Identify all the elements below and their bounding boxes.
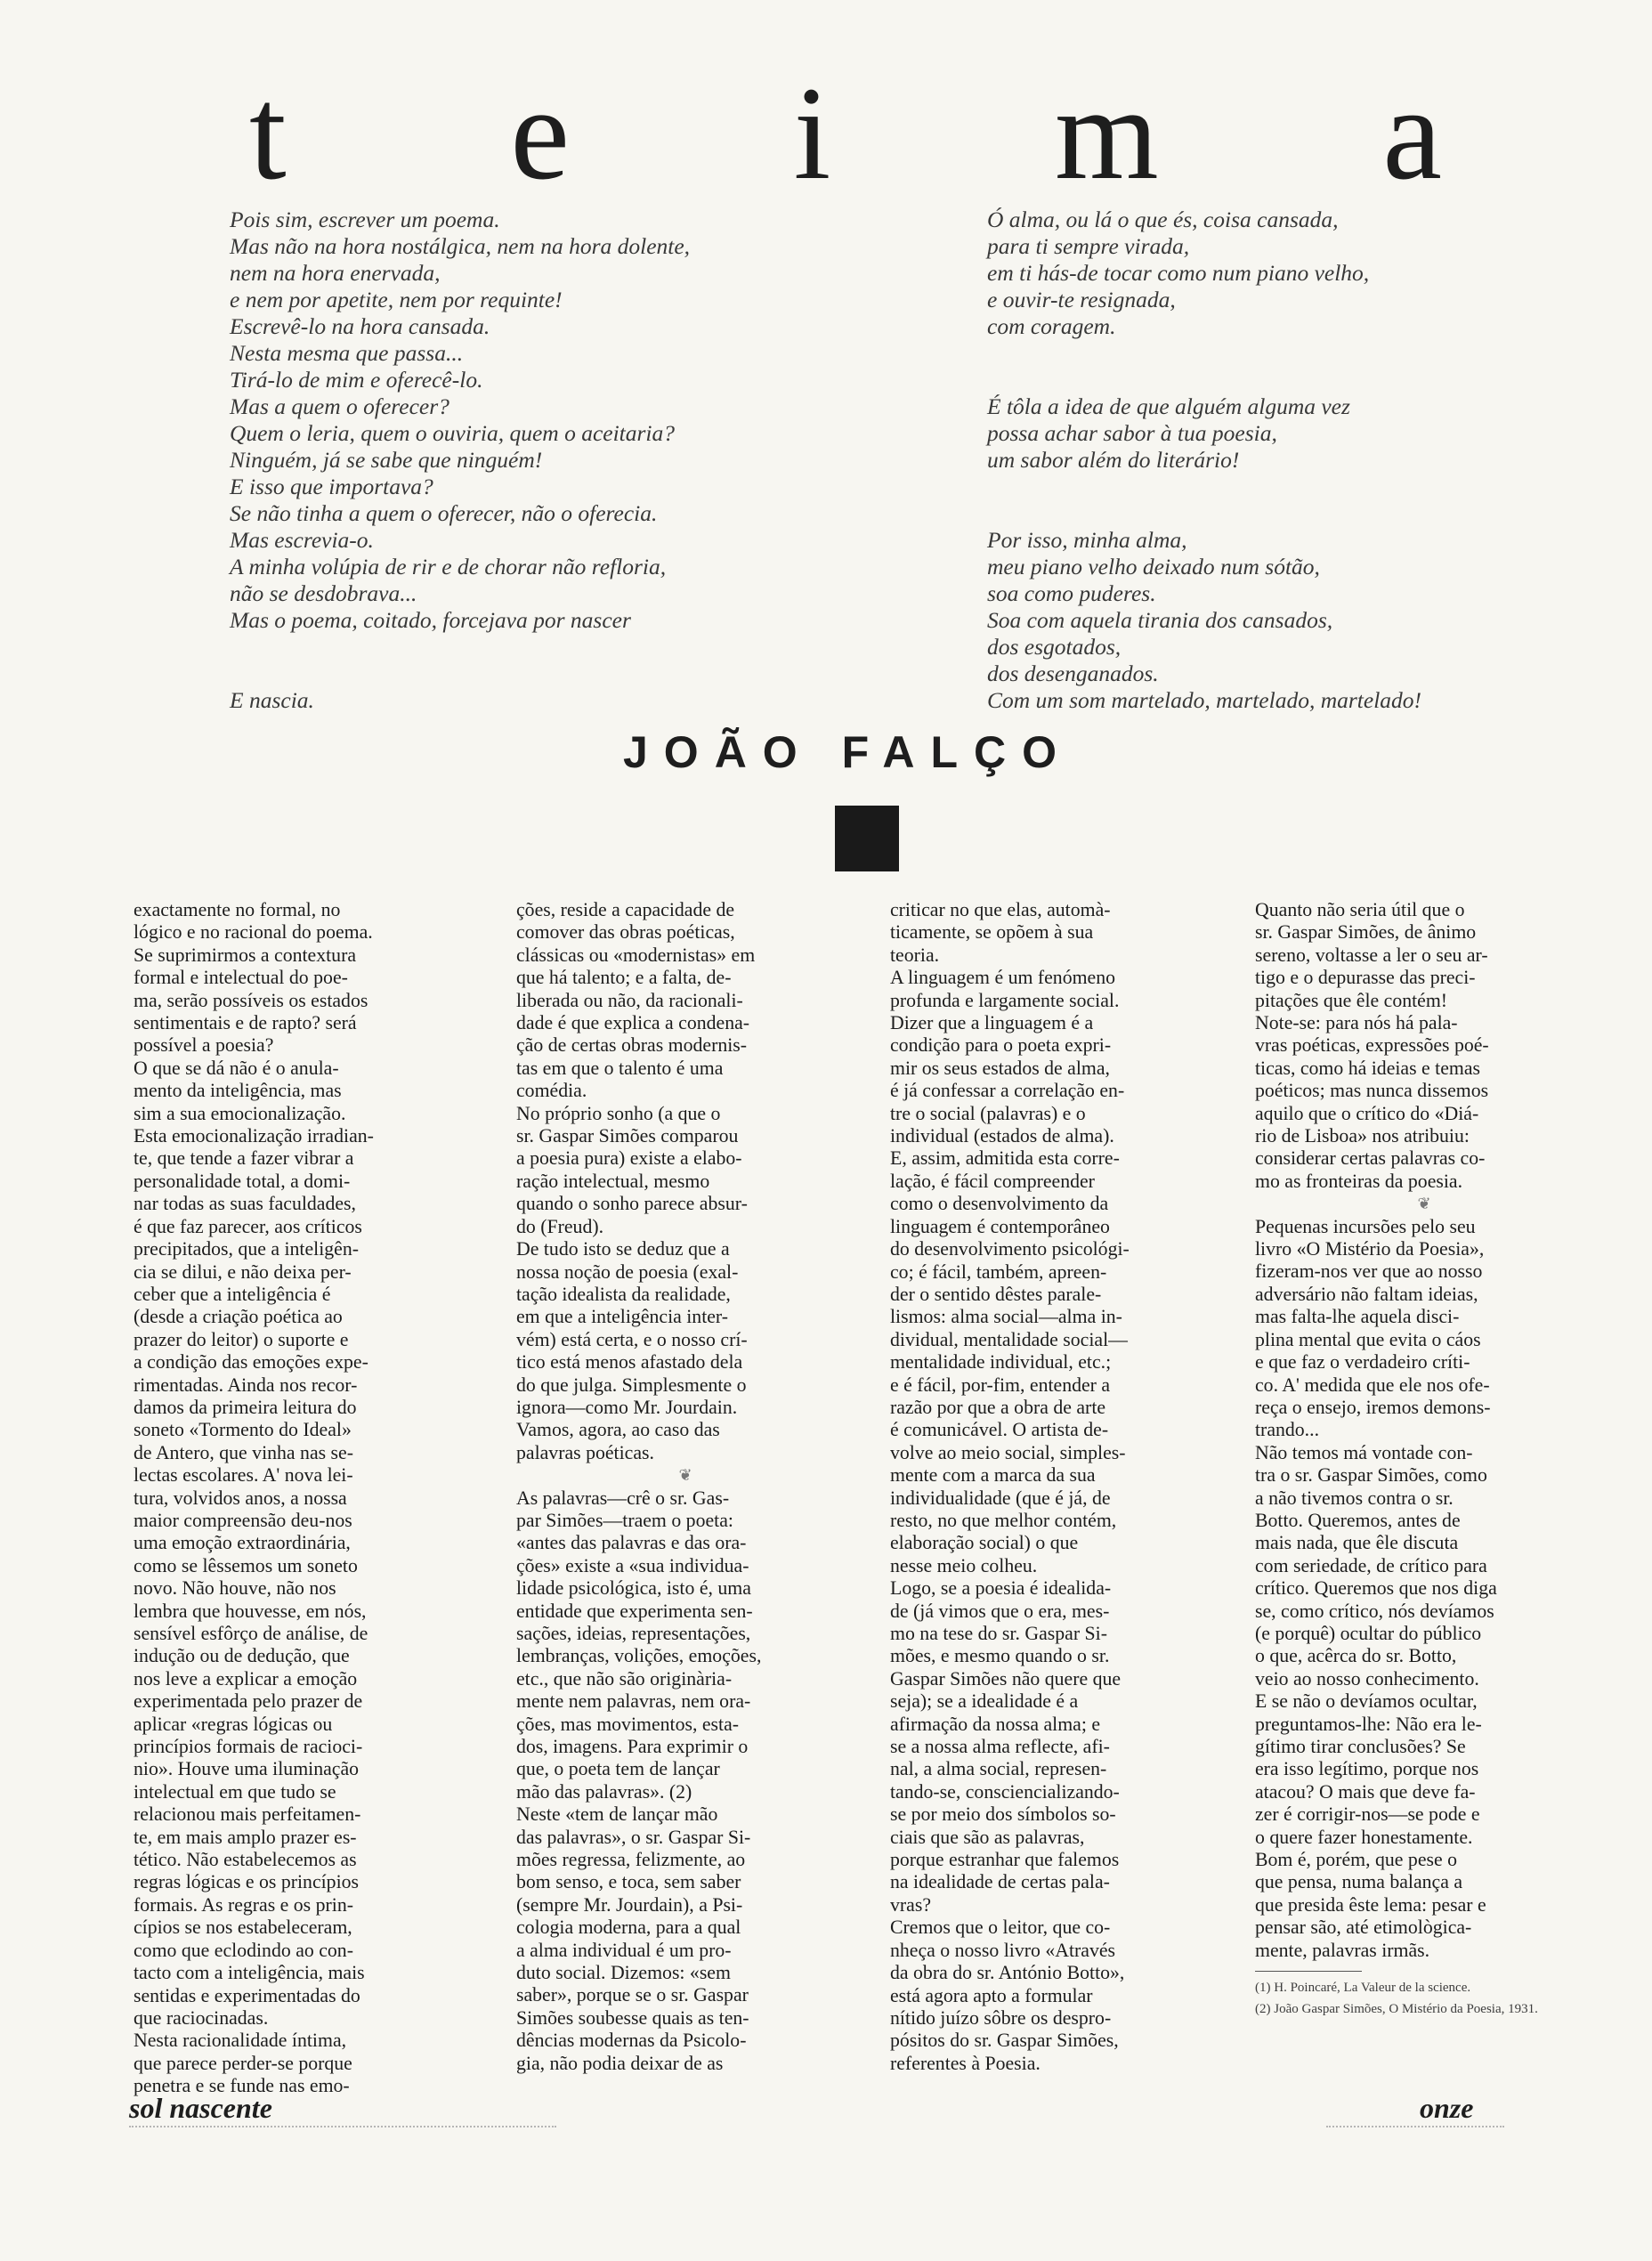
- text-line: prazer do leitor) o suporte e: [134, 1328, 349, 1350]
- text-line: (sempre Mr. Jourdain), a Psi-: [516, 1893, 743, 1916]
- text-line: Cremos que o leitor, que co-: [890, 1917, 1111, 1939]
- text-line: duto social. Dizemos: «sem: [516, 1962, 731, 1984]
- footer-rule: [129, 2126, 556, 2127]
- text-line: sereno, voltasse a ler o seu ar-: [1255, 944, 1488, 966]
- text-line: teoria.: [890, 944, 940, 966]
- text-line: Ninguém, já se sabe que ninguém!: [230, 447, 543, 473]
- text-line: rimentadas. Ainda nos recor-: [134, 1374, 358, 1396]
- text-line: lembranças, volições, emoções,: [516, 1645, 762, 1667]
- text-line: vras poéticas, expressões poé-: [1255, 1034, 1489, 1057]
- text-line: ção de certas obras modernis-: [516, 1034, 748, 1057]
- text-line: Se não tinha a quem o oferecer, não o oferecia.: [230, 500, 658, 526]
- text-line: bom senso, e toca, sem saber: [516, 1871, 741, 1893]
- text-line: é já confessar a correlação en-: [890, 1080, 1125, 1102]
- text-line: sentidas e experimentadas do: [134, 1984, 360, 2006]
- text-line: é comunicável. O artista de-: [890, 1419, 1109, 1441]
- text-line: Quanto não seria útil que o: [1255, 899, 1465, 920]
- text-line: mo na tese do sr. Gaspar Si-: [890, 1623, 1107, 1644]
- text-line: lidade psicológica, isto é, uma: [516, 1577, 751, 1600]
- text-line: de (já vimos que o era, mes-: [890, 1600, 1110, 1622]
- text-line: com seriedade, de crítico para: [1255, 1554, 1487, 1576]
- text-line: trando...: [1255, 1419, 1320, 1441]
- text-line: vém) está certa, e o nosso crí-: [516, 1328, 748, 1350]
- text-line: nos leve a explicar a emoção: [134, 1667, 358, 1690]
- title-letter: e: [510, 60, 570, 207]
- text-line: ignora—como Mr. Jourdain.: [516, 1396, 738, 1418]
- text-line: saber», porque se o sr. Gaspar: [516, 1984, 749, 2006]
- text-line: do desenvolvimento psicológi-: [890, 1238, 1130, 1260]
- article-column-2: [516, 899, 854, 2075]
- text-line: maior compreensão deu-nos: [134, 1509, 352, 1531]
- text-line: um sabor além do literário!: [987, 447, 1240, 473]
- text-line: fizeram-nos ver que ao nosso: [1255, 1260, 1483, 1283]
- text-line: regras lógicas e os princípios: [134, 1871, 360, 1893]
- text-line: sr. Gaspar Simões, de ânimo: [1255, 921, 1477, 944]
- text-line: criticar no que elas, automà-: [890, 899, 1111, 920]
- title-letter: t: [249, 60, 287, 207]
- text-line: ciais que são as palavras,: [890, 1826, 1085, 1848]
- text-line: mente nem palavras, nem ora-: [516, 1690, 751, 1713]
- text-line: gítimo tirar conclusões? Se: [1255, 1736, 1466, 1758]
- text-line: (desde a criação poética ao: [134, 1306, 343, 1328]
- text-line: para ti sempre virada,: [987, 233, 1190, 259]
- text-line: meu piano velho deixado num sótão,: [987, 554, 1320, 579]
- text-line: livro «O Mistério da Poesia»,: [1255, 1238, 1485, 1260]
- text-line: gia, não podia deixar de as: [516, 2052, 724, 2074]
- section-ornament: ❦: [678, 1466, 692, 1485]
- text-line: nar todas as suas faculdades,: [134, 1193, 356, 1215]
- text-line: dividual, mentalidade social—: [890, 1328, 1128, 1350]
- text-line: ticas, como há ideias e temas: [1255, 1057, 1480, 1079]
- text-line: liberada ou não, da racionali-: [516, 989, 743, 1011]
- text-line: a condição das emoções expe-: [134, 1351, 368, 1374]
- text-line: co. A' medida que ele nos ofe-: [1255, 1374, 1490, 1396]
- line-gap: [987, 474, 1421, 500]
- text-line: individualidade (que é já, de: [890, 1487, 1111, 1509]
- text-line: Gaspar Simões não quere que: [890, 1667, 1122, 1690]
- text-line: rio de Lisboa» nos atribuiu:: [1255, 1125, 1470, 1147]
- text-line: mão das palavras». (2): [516, 1780, 692, 1803]
- text-line: De tudo isto se deduz que a: [516, 1238, 730, 1260]
- text-line: entidade que experimenta sen-: [516, 1600, 753, 1622]
- text-line: plina mental que evita o cáos: [1255, 1328, 1481, 1350]
- text-line: possível a poesia?: [134, 1034, 274, 1057]
- text-line: uma emoção extraordinária,: [134, 1532, 351, 1554]
- text-line: Neste «tem de lançar mão: [516, 1803, 718, 1826]
- text-line: linguagem é contemporâneo: [890, 1215, 1110, 1237]
- text-line: mo as fronteiras da poesia.: [1255, 1170, 1463, 1192]
- text-line: soneto «Tormento do Ideal»: [134, 1419, 352, 1441]
- text-line: damos da primeira leitura do: [134, 1396, 357, 1418]
- text-line: relacionou mais perfeitamen-: [134, 1803, 361, 1826]
- text-line: Botto. Queremos, antes de: [1255, 1509, 1461, 1531]
- text-line: nítido juízo sôbre os despro-: [890, 2006, 1112, 2029]
- text-line: tacto com a inteligência, mais: [134, 1962, 365, 1984]
- text-line: Mas o poema, coitado, forcejava por nascer: [230, 607, 631, 633]
- poem-left-column: [230, 207, 690, 714]
- decorative-block: [835, 806, 899, 871]
- text-line: Simões soubesse quais as ten-: [516, 2006, 749, 2029]
- text-line: A minha volúpia de rir e de chorar não refloria,: [230, 554, 667, 579]
- text-line: a não tivemos contra o sr.: [1255, 1487, 1454, 1509]
- text-line: experimentada pelo prazer de: [134, 1690, 363, 1713]
- text-line: reça o ensejo, iremos demons-: [1255, 1396, 1491, 1418]
- text-line: tico está menos afastado dela: [516, 1351, 743, 1374]
- text-line: se a nossa alma reflecte, afi-: [890, 1736, 1110, 1758]
- text-line: Se suprimirmos a contextura: [134, 944, 357, 966]
- text-line: pitações que êle contém!: [1255, 989, 1448, 1011]
- text-line: É tôla a idea de que alguém alguma vez: [987, 393, 1350, 419]
- text-line: Com um som martelado, martelado, martelado!: [987, 687, 1422, 713]
- text-line: tigo e o depurasse das preci-: [1255, 967, 1476, 989]
- text-line: do (Freud).: [516, 1215, 604, 1237]
- line-gap: [230, 660, 690, 687]
- text-line: a poesia pura) existe a elabo-: [516, 1147, 742, 1170]
- text-line: tra o sr. Gaspar Simões, como: [1255, 1464, 1487, 1487]
- text-line: Pequenas incursões pelo seu: [1255, 1215, 1476, 1237]
- text-line: tação idealista da realidade,: [516, 1283, 731, 1305]
- text-line: Mas não na hora nostálgica, nem na hora dolente,: [230, 233, 691, 259]
- text-line: exactamente no formal, no: [134, 899, 341, 920]
- text-line: nossa noção de poesia (exal-: [516, 1260, 739, 1283]
- text-line: poéticos; mas nunca dissemos: [1255, 1080, 1489, 1102]
- text-line: sações, ideias, representações,: [516, 1622, 751, 1644]
- text-line: mir os seus estados de alma,: [890, 1057, 1110, 1079]
- text-line: ções, mas movimentos, esta-: [516, 1713, 740, 1735]
- text-line: porque estranhar que falemos: [890, 1849, 1120, 1871]
- text-line: sr. Gaspar Simões comparou: [516, 1125, 739, 1147]
- text-line: o que, acêrca do sr. Botto,: [1255, 1645, 1457, 1667]
- text-line: crítico. Queremos que nos diga: [1255, 1577, 1497, 1600]
- text-line: em ti hás-de tocar como num piano velho,: [987, 260, 1370, 286]
- text-line: aplicar «regras lógicas ou: [134, 1713, 333, 1735]
- text-line: que presida êste lema: pesar e: [1255, 1893, 1486, 1916]
- text-line: como se lêssemos um soneto: [134, 1554, 358, 1576]
- text-line: Quem o leria, quem o ouviria, quem o aceitaria?: [230, 420, 676, 446]
- text-line: profunda e largamente social.: [890, 989, 1120, 1011]
- text-line: ma, serão possíveis os estados: [134, 989, 368, 1011]
- text-line: intelectual em que tudo se: [134, 1780, 336, 1803]
- article-column-3: [890, 899, 1228, 2075]
- text-line: zer é corrigir-nos—se pode e: [1255, 1803, 1480, 1826]
- footer-rule: [1326, 2126, 1504, 2127]
- text-line: o quere fazer honestamente.: [1255, 1826, 1473, 1848]
- text-line: volve ao meio social, simples-: [890, 1441, 1126, 1463]
- text-line: a alma individual é um pro-: [516, 1939, 732, 1961]
- text-line: soa como puderes.: [987, 580, 1156, 606]
- text-line: dos, imagens. Para exprimir o: [516, 1736, 749, 1758]
- text-line: comédia.: [516, 1080, 587, 1102]
- text-line: ceber que a inteligência é: [134, 1283, 331, 1305]
- text-line: do que julga. Simplesmente o: [516, 1374, 747, 1396]
- footnote: (2) João Gaspar Simões, O Mistério da Poesia, 1931.: [1255, 2002, 1538, 2017]
- text-line: penetra e se funde nas emo-: [134, 2075, 350, 2097]
- publication-name: sol nascente: [129, 2092, 272, 2124]
- text-line: dos esgotados,: [987, 634, 1122, 660]
- text-line: etc., que não são originària-: [516, 1667, 733, 1690]
- text-line: E se não o devíamos ocultar,: [1255, 1690, 1478, 1713]
- text-line: que há talento; e a falta, de-: [516, 967, 732, 989]
- text-line: O que se dá não é o anula-: [134, 1057, 339, 1079]
- text-line: cia se dilui, e não deixa per-: [134, 1260, 352, 1283]
- text-line: seja); se a idealidade é a: [890, 1690, 1079, 1713]
- text-line: tre o social (palavras) e o: [890, 1102, 1086, 1124]
- text-line: condição para o poeta expri-: [890, 1034, 1112, 1057]
- text-line: lembra que houvesse, em nós,: [134, 1600, 367, 1622]
- text-line: das palavras», o sr. Gaspar Si-: [516, 1826, 751, 1848]
- text-line: princípios formais de racioci-: [134, 1736, 363, 1758]
- text-line: te, em mais amplo prazer es-: [134, 1826, 357, 1848]
- text-line: pósitos do sr. Gaspar Simões,: [890, 2030, 1119, 2052]
- text-line: dos desenganados.: [987, 660, 1159, 686]
- text-line: Pois sim, escrever um poema.: [230, 207, 500, 232]
- text-line: Escrevê-lo na hora cansada.: [230, 313, 490, 339]
- text-line: nio». Houve uma iluminação: [134, 1758, 360, 1780]
- text-line: novo. Não houve, não nos: [134, 1577, 336, 1600]
- article-column-4: [1255, 899, 1593, 2020]
- text-line: com coragem.: [987, 313, 1116, 339]
- poem-right-column: [987, 207, 1421, 714]
- text-line: mas falta-lhe aquela disci-: [1255, 1306, 1460, 1328]
- text-line: lectas escolares. A' nova lei-: [134, 1464, 353, 1487]
- text-line: afirmação da nossa alma; e: [890, 1713, 1101, 1735]
- text-line: precipitados, que a inteligên-: [134, 1238, 359, 1260]
- footnote-rule: [1255, 1971, 1362, 1972]
- text-line: «antes das palavras e das ora-: [516, 1532, 747, 1554]
- text-line: sim a sua emocionalização.: [134, 1102, 346, 1124]
- text-line: comover das obras poéticas,: [516, 921, 735, 944]
- text-line: individual (estados de alma).: [890, 1125, 1114, 1147]
- text-line: que, o poeta tem de lançar: [516, 1758, 720, 1780]
- text-line: lógico e no racional do poema.: [134, 921, 373, 944]
- line-gap: [987, 500, 1421, 527]
- text-line: lação, é fácil compreender: [890, 1170, 1095, 1192]
- text-line: vras?: [890, 1893, 931, 1916]
- text-line: clássicas ou «modernistas» em: [516, 944, 756, 966]
- text-line: como o desenvolvimento da: [890, 1193, 1109, 1215]
- text-line: como que eclodindo ao con-: [134, 1939, 353, 1961]
- text-line: considerar certas palavras co-: [1255, 1147, 1486, 1170]
- text-line: formais. As regras e os prin-: [134, 1893, 353, 1916]
- text-line: Mas a quem o oferecer?: [230, 393, 449, 419]
- text-line: Por isso, minha alma,: [987, 527, 1187, 553]
- text-line: é que faz parecer, aos críticos: [134, 1215, 362, 1237]
- text-line: Vamos, agora, ao caso das: [516, 1419, 720, 1441]
- text-line: formal e intelectual do poe-: [134, 967, 348, 989]
- text-line: Ó alma, ou lá o que és, coisa cansada,: [987, 207, 1339, 232]
- text-line: que raciocinadas.: [134, 2006, 269, 2029]
- text-line: e é fácil, por-fim, entender a: [890, 1374, 1111, 1396]
- text-line: nesse meio colheu.: [890, 1554, 1038, 1576]
- text-line: E nascia.: [230, 687, 314, 713]
- text-line: cípios se nos estabeleceram,: [134, 1917, 352, 1939]
- text-line: nem na hora enervada,: [230, 260, 441, 286]
- text-line: ções» existe a «sua individua-: [516, 1554, 749, 1576]
- text-line: resto, no que melhor contém,: [890, 1509, 1117, 1531]
- text-line: dências modernas da Psicolo-: [516, 2030, 747, 2052]
- text-line: Mas escrevia-o.: [230, 527, 374, 553]
- text-line: que pensa, numa balança a: [1255, 1871, 1462, 1893]
- text-line: (e porquê) ocultar do público: [1255, 1622, 1482, 1644]
- poem-title: [249, 60, 1442, 207]
- text-line: e nem por apetite, nem por requinte!: [230, 287, 563, 312]
- text-line: ração intelectual, mesmo: [516, 1170, 710, 1192]
- text-line: E isso que importava?: [230, 474, 433, 499]
- text-line: Nesta mesma que passa...: [230, 340, 464, 366]
- text-line: Nesta racionalidade íntima,: [134, 2030, 347, 2052]
- text-line: mais nada, que êle discuta: [1255, 1532, 1459, 1554]
- text-line: Soa com aquela tirania dos cansados,: [987, 607, 1333, 633]
- section-ornament: ❦: [1417, 1195, 1431, 1213]
- text-line: está agora apto a formular: [890, 1984, 1093, 2006]
- text-line: ticamente, se opõem à sua: [890, 921, 1094, 944]
- text-line: que parece perder-se porque: [134, 2052, 352, 2074]
- text-line: se, como crítico, nós devíamos: [1255, 1600, 1494, 1622]
- line-gap: [987, 367, 1421, 393]
- text-line: Dizer que a linguagem é a: [890, 1012, 1094, 1034]
- text-line: pensar são, até etimològica-: [1255, 1917, 1472, 1939]
- title-letter: m: [1055, 60, 1159, 207]
- text-line: nal, a alma social, represen-: [890, 1758, 1107, 1780]
- text-line: tando-se, consciencializando-: [890, 1780, 1120, 1803]
- text-line: mões regressa, felizmente, ao: [516, 1849, 746, 1871]
- line-gap: [230, 634, 690, 660]
- text-line: referentes à Poesia.: [890, 2052, 1041, 2074]
- text-line: e que faz o verdadeiro críti-: [1255, 1351, 1470, 1374]
- text-line: se por meio dos símbolos so-: [890, 1803, 1116, 1826]
- text-line: na idealidade de certas pala-: [890, 1871, 1110, 1893]
- text-line: lismos: alma social—alma in-: [890, 1306, 1122, 1328]
- footnote: (1) H. Poincaré, La Valeur de la science.: [1255, 1981, 1471, 1996]
- text-line: sensível esfôrço de análise, de: [134, 1623, 368, 1644]
- text-line: Logo, se a poesia é idealida-: [890, 1577, 1112, 1600]
- text-line: mente com a marca da sua: [890, 1464, 1096, 1487]
- text-line: E, assim, admitida esta corre-: [890, 1147, 1120, 1170]
- text-line: der o sentido dêstes parale-: [890, 1283, 1102, 1305]
- text-line: preguntamos-lhe: Não era le-: [1255, 1713, 1482, 1735]
- text-line: veio ao nosso conhecimento.: [1255, 1667, 1479, 1690]
- text-line: tético. Não estabelecemos as: [134, 1849, 357, 1871]
- title-letter: i: [793, 60, 831, 207]
- text-line: razão por que a obra de arte: [890, 1396, 1106, 1418]
- text-line: Note-se: para nós há pala-: [1255, 1012, 1458, 1034]
- text-line: aquilo que o crítico do «Diá-: [1255, 1102, 1479, 1124]
- text-line: palavras poéticas.: [516, 1441, 654, 1463]
- text-line: mões, e mesmo quando o sr.: [890, 1645, 1110, 1667]
- text-line: par Simões—traem o poeta:: [516, 1509, 733, 1531]
- text-line: personalidade total, a domi-: [134, 1170, 351, 1192]
- text-line: mentalidade individual, etc.;: [890, 1351, 1112, 1374]
- text-line: mento da inteligência, mas: [134, 1080, 342, 1102]
- text-line: Esta emocionalização irradian-: [134, 1125, 374, 1147]
- text-line: não se desdobrava...: [230, 580, 417, 606]
- text-line: era isso legítimo, porque nos: [1255, 1758, 1479, 1780]
- article-column-1: [134, 899, 472, 2098]
- author-name: JOÃO FALÇO: [623, 727, 1073, 777]
- text-line: As palavras—crê o sr. Gas-: [516, 1487, 730, 1509]
- text-line: tura, volvidos anos, a nossa: [134, 1487, 347, 1509]
- text-line: adversário não faltam ideias,: [1255, 1283, 1478, 1305]
- text-line: ções, reside a capacidade de: [516, 899, 735, 920]
- line-gap: [987, 340, 1421, 367]
- text-line: atacou? O mais que deve fa-: [1255, 1780, 1476, 1803]
- text-line: indução ou de dedução, que: [134, 1645, 350, 1667]
- text-line: Não temos má vontade con-: [1255, 1441, 1473, 1463]
- text-line: da obra do sr. António Botto»,: [890, 1962, 1125, 1984]
- title-letter: a: [1382, 60, 1442, 207]
- text-line: dade é que explica a condena-: [516, 1012, 750, 1034]
- text-line: quando o sonho parece absur-: [516, 1193, 748, 1215]
- text-line: No próprio sonho (a que o: [516, 1102, 721, 1124]
- text-line: de Antero, que vinha nas se-: [134, 1441, 353, 1463]
- text-line: e ouvir-te resignada,: [987, 287, 1176, 312]
- text-line: tas em que o talento é uma: [516, 1057, 724, 1079]
- text-line: co; é fácil, também, apreen-: [890, 1260, 1107, 1283]
- text-line: sentimentais e de rapto? será: [134, 1012, 357, 1034]
- text-line: cologia moderna, para a qual: [516, 1917, 741, 1939]
- text-line: A linguagem é um fenómeno: [890, 967, 1116, 989]
- text-line: em que a inteligência inter-: [516, 1306, 729, 1328]
- text-line: Tirá-lo de mim e oferecê-lo.: [230, 367, 483, 393]
- text-line: te, que tende a fazer vibrar a: [134, 1147, 354, 1170]
- text-line: nheça o nosso livro «Através: [890, 1939, 1116, 1961]
- text-line: mente, palavras irmãs.: [1255, 1939, 1430, 1961]
- page-number: onze: [1420, 2092, 1474, 2124]
- text-line: possa achar sabor à tua poesia,: [987, 420, 1277, 446]
- text-line: Bom é, porém, que pese o: [1255, 1849, 1457, 1871]
- text-line: elaboração social) o que: [890, 1532, 1079, 1554]
